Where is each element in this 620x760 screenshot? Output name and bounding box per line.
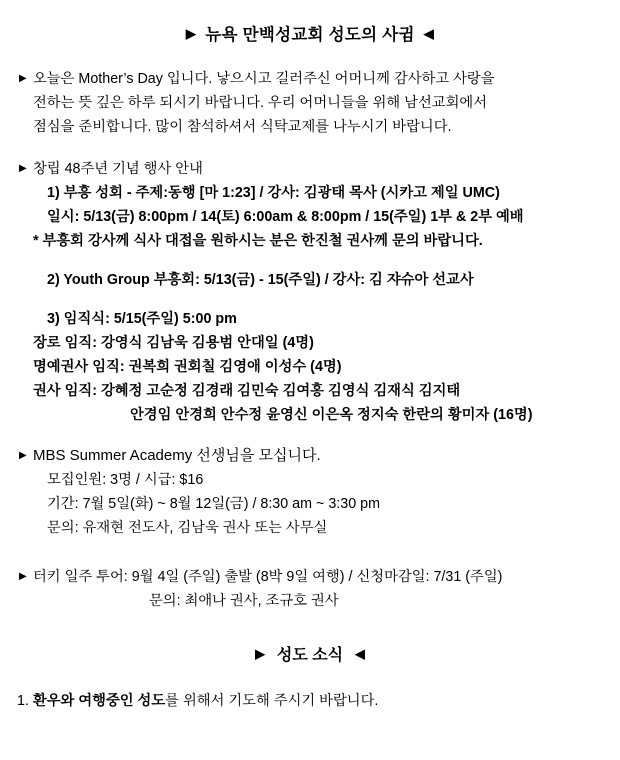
- section-title-text: 성도 소식: [276, 647, 344, 664]
- section-turkey-tour: [0, 565, 620, 613]
- text-line: 1) 부흥 성회 - 주제:동행 [마 1:23] / 강사: 김광태 목사 (시카고 제일 UMC): [47, 185, 500, 201]
- text-line: 명예권사 임직: 권복희 권회칠 김영애 이성수 (4명): [33, 359, 342, 375]
- section-heading: MBS Summer Academy 선생님을 모십니다.: [33, 447, 321, 464]
- text-line: 3) 임직식: 5/15(주일) 5:00 pm: [47, 311, 237, 327]
- text-line: 문의: 유재현 전도사, 김남욱 권사 또는 사무실: [47, 520, 328, 536]
- text-line: 장로 임직: 강영식 김남욱 김용범 안대일 (4명): [33, 335, 314, 351]
- text-line: 문의: 최애나 권사, 조규호 권사: [149, 593, 339, 609]
- page-title: [0, 21, 620, 45]
- text-line: 일시: 5/13(금) 8:00pm / 14(토) 6:00am & 8:00pm / 15(주일) 1부 & 2부 예배: [47, 209, 524, 225]
- text-line: 안경임 안경희 안수정 윤영신 이은옥 정지숙 한란의 황미자 (16명): [130, 407, 533, 423]
- triangle-left-icon: ◀: [423, 26, 435, 41]
- bullet-icon: ▶: [19, 450, 27, 461]
- triangle-left-icon: ◀: [355, 647, 365, 661]
- bullet-icon: ▶: [19, 571, 27, 582]
- text-line: 권사 임직: 강혜정 고순정 김경래 김민숙 김여홍 김영식 김재식 김지태: [33, 383, 461, 399]
- text-line: 기간: 7월 5일(화) ~ 8월 12일(금) / 8:30 am ~ 3:30 pm: [47, 496, 380, 512]
- page-title-text: 뉴욕 만백성교회 성도의 사귐: [205, 26, 415, 44]
- text-line: 전하는 뜻 깊은 하루 되시기 바랍니다. 우리 어머니들을 위해 남선교회에서: [33, 95, 488, 111]
- text-line: 오늘은 Mother’s Day 입니다. 낳으시고 길러주신 어머니께 감사하고 사랑을: [33, 71, 495, 87]
- bullet-icon: ▶: [19, 163, 27, 174]
- bulletin-page: [0, 21, 620, 760]
- section-summer-academy: [0, 444, 620, 540]
- news-item-highlight: 환우와 여행중인 성도: [32, 693, 166, 709]
- text-line: * 부흥회 강사께 식사 대접을 원하시는 분은 한진철 권사께 문의 바랍니다.: [33, 233, 483, 249]
- section-mothers-day: [0, 67, 620, 139]
- section-title-news: [0, 642, 620, 665]
- text-line: 터키 일주 투어: 9월 4일 (주일) 출발 (8박 9일 여행) / 신청마감일: 7/31 (주일): [33, 569, 503, 585]
- bullet-icon: ▶: [19, 73, 27, 84]
- section-heading: 창립 48주년 기념 행사 안내: [33, 161, 203, 177]
- text-line: 2) Youth Group 부흥회: 5/13(금) - 15(주일) / 강사: 김 쟈슈아 선교사: [47, 272, 474, 288]
- news-item-text: 를 위해서 기도해 주시기 바랍니다.: [165, 693, 379, 709]
- news-list-item: [0, 689, 620, 713]
- triangle-right-icon: ▶: [185, 26, 197, 41]
- text-line: 점심을 준비합니다. 많이 참석하셔서 식탁교제를 나누시기 바랍니다.: [33, 119, 452, 135]
- triangle-right-icon: ▶: [255, 647, 265, 661]
- section-anniversary: [0, 157, 620, 427]
- news-item-number: 1.: [17, 693, 29, 709]
- text-line: 모집인원: 3명 / 시급: $16: [47, 472, 204, 488]
